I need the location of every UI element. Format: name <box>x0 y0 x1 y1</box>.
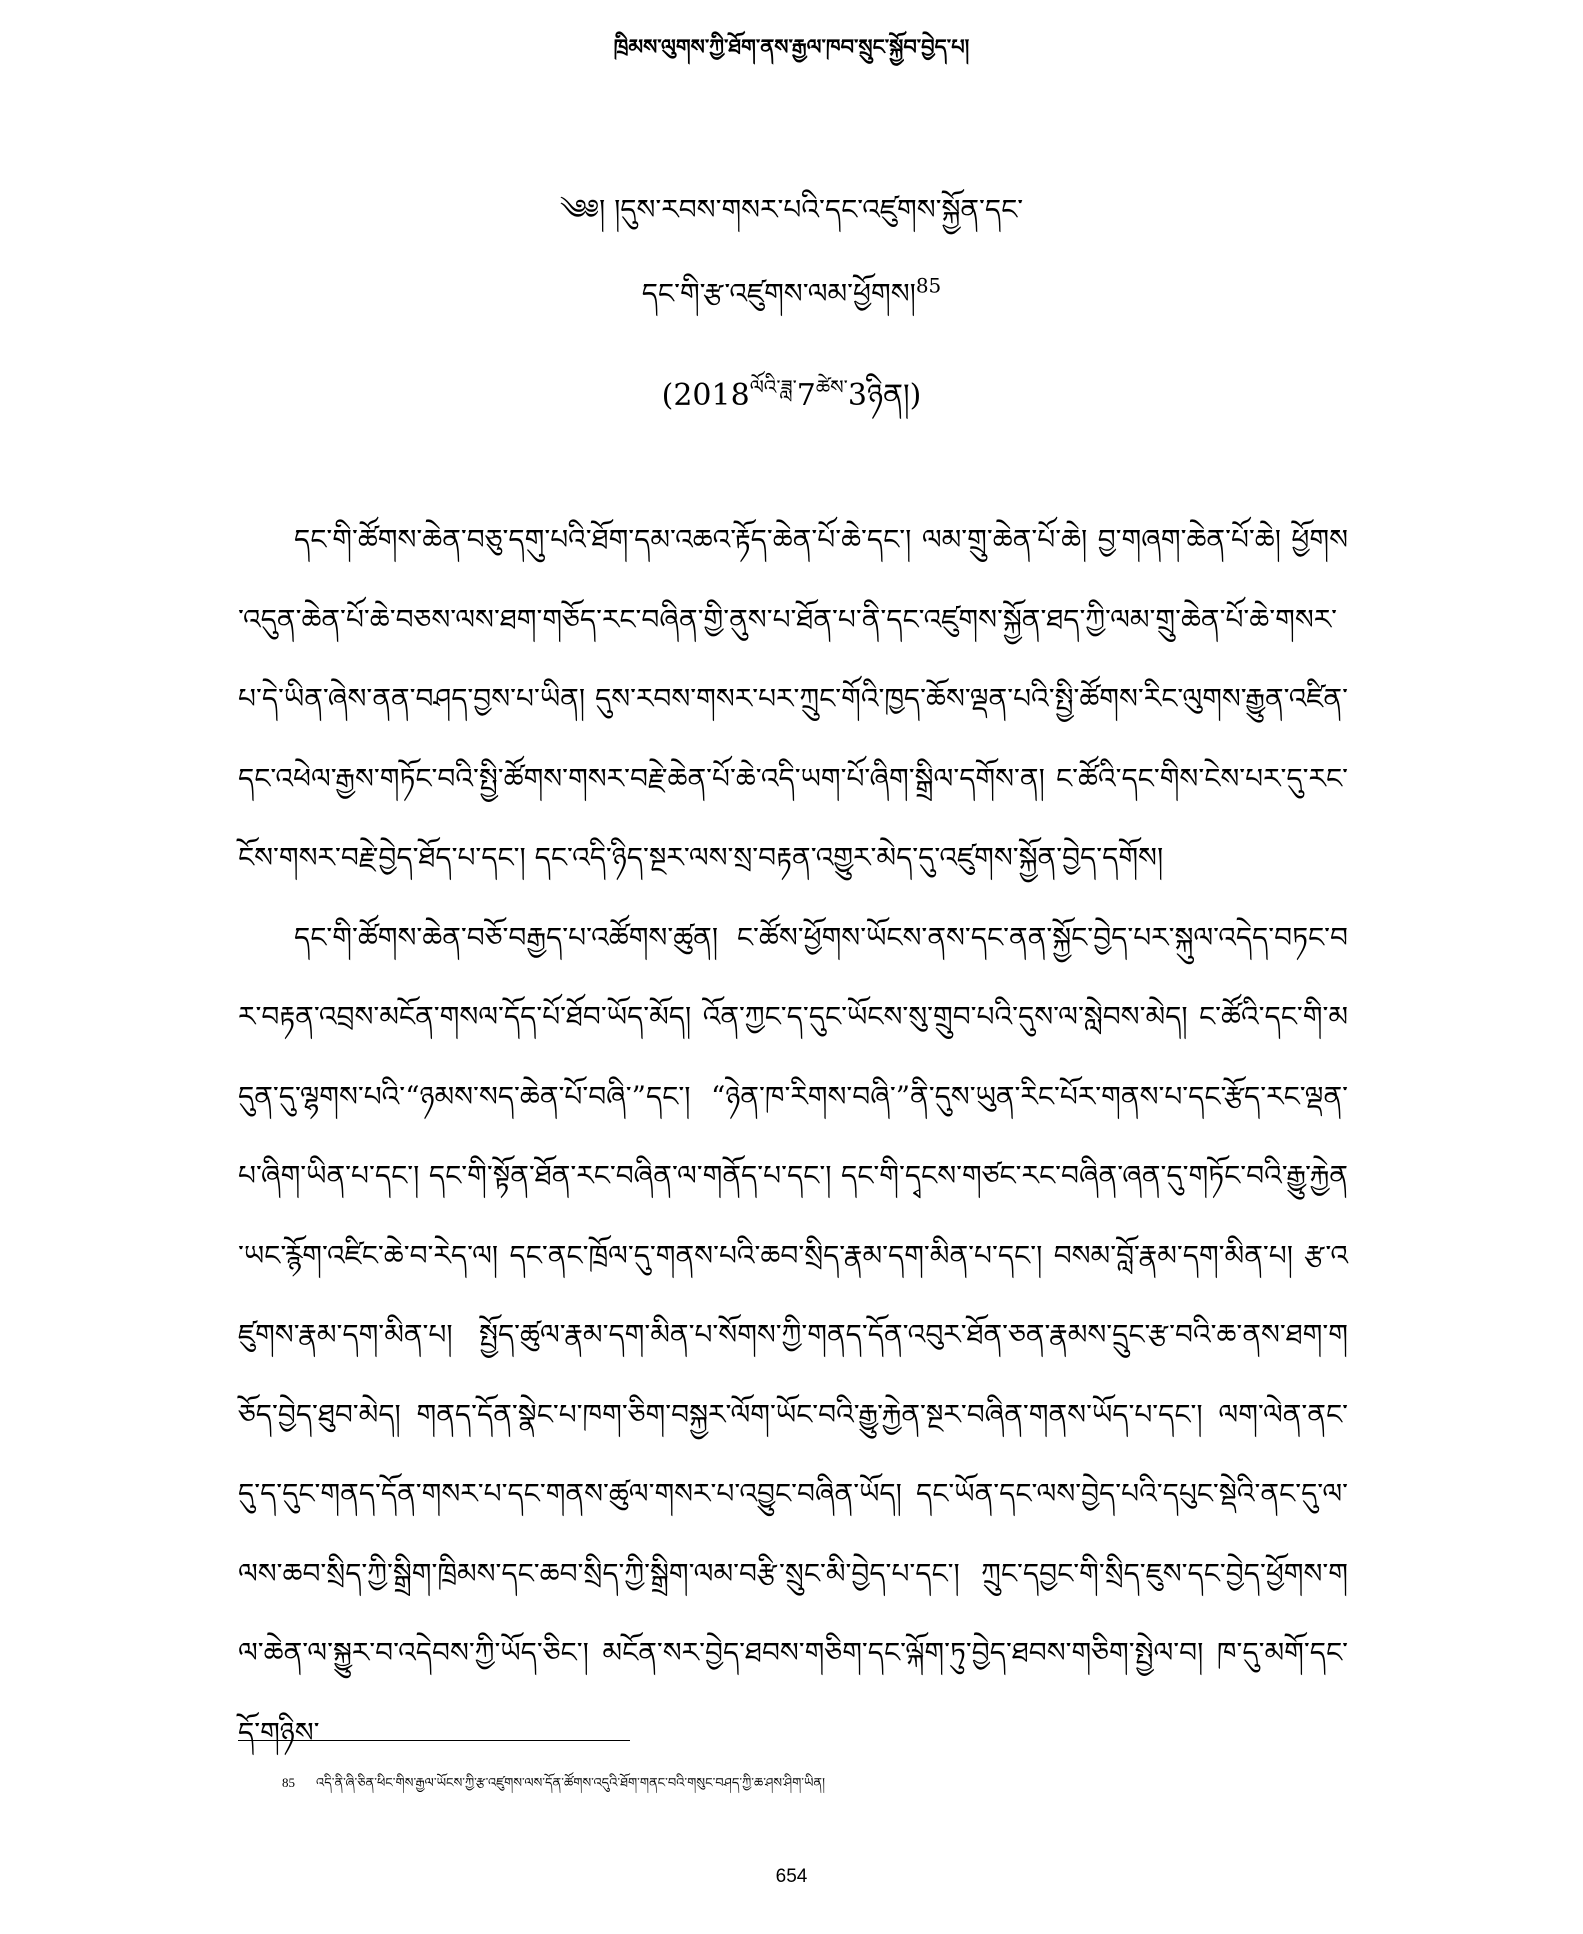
date-close-paren: ) <box>909 378 922 413</box>
date-day-suffix: ཉིན། <box>866 378 910 413</box>
date-day: 3 <box>847 378 867 413</box>
footnote-reference[interactable]: 85 <box>915 273 942 298</box>
footnote <box>282 1768 1342 1805</box>
page-number: 654 <box>775 1866 808 1887</box>
footnote-separator <box>238 1740 630 1741</box>
date-line <box>0 362 1583 446</box>
date-month-suffix: ཚེས་ <box>815 375 848 399</box>
footnote-text: འདི་ནི་ཞི་ཅིན་ཕིང་གིས་རྒྱལ་ཡོངས་ཀྱི་རྩ་འཛུགས་ལས་དོན་ཚོགས་འདུའི་ཐོག་གནང་བའི་གསུང་བཤད་ཀྱི་ཆ་ཤས་ཤིག་ཡིན། <box>316 1776 825 1791</box>
date-year-suffix: ལོའི་ཟླ་ <box>749 375 797 399</box>
paragraph-1: དང་གི་ཚོགས་ཆེན་བཅུ་དགུ་པའི་ཐོག་དམ་འཆའ་རྟོད་ཆེན་པོ་ཆེ་དང་། ལམ་གྲུ་ཆེན་པོ་ཆེ། བྱ་གཞག་ཆེན་པོ་ཆེ། ཕྱོགས་འདུན་ཆེན་པོ་ཆེ་བཅས་ལས་ཐག་གཅོད་རང་བཞིན་གྱི་ནུས་པ་ཐོན་པ་ནི་དང་འཛུགས་སྐྱོན་ཐད་ཀྱི་ལམ་གྲུ་ཆེན་པོ་ཆེ་གསར་པ་དེ་ཡིན་ཞེས་ནན་བཤད་བྱས་པ་ཡིན། དུས་རབས་གསར་པར་ཀྲུང་གོའི་ཁྱད་ཆོས་ལྡན་པའི་སྤྱི་ཚོགས་རིང་ལུགས་རྒྱུན་འཛིན་དང་འཕེལ་རྒྱས་གཏོང་བའི་སྤྱི་ཚོགས་གསར་བརྗེ་ཆེན་པོ་ཆེ་འདི་ཡག་པོ་ཞིག་སྒྲིལ་དགོས་ན། ང་ཚོའི་དང་གིས་ངེས་པར་དུ་རང་ངོས་གསར་བརྗེ་བྱེད་ཐོད་པ་དང་། དང་འདི་ཉིད་སྔར་ལས་སྲ་བརྟན་འགྱུར་མེད་དུ་འཛུགས་སྐྱོན་བྱེད་དགོས། <box>238 523 1348 874</box>
paragraph-2: དང་གི་ཚོགས་ཆེན་བཅོ་བརྒྱད་པ་འཚོགས་ཚུན། ང་ཚོས་ཕྱོགས་ཡོངས་ནས་དང་ནན་སྐྱོང་བྱེད་པར་སྐུལ་འདེད་བཏང་བར་བརྟན་འབྲས་མངོན་གསལ་དོད་པོ་ཐོབ་ཡོད་མོད། འོན་ཀྱང་ད་དུང་ཡོངས་སུ་གྲུབ་པའི་དུས་ལ་སླེབས་མེད། ང་ཚོའི་དང་གི་མདུན་དུ་ལྷགས་པའི་“ཉམས་སད་ཆེན་པོ་བཞི་”དང་། “ཉེན་ཁ་རིགས་བཞི་”ནི་དུས་ཡུན་རིང་པོར་གནས་པ་དང་རྩོད་རང་ལྡན་པ་ཞིག་ཡིན་པ་དང་། དང་གི་སྟོན་ཐོན་རང་བཞིན་ལ་གནོད་པ་དང་། དང་གི་དྭངས་གཙང་རང་བཞིན་ཞན་དུ་གཏོང་བའི་རྒྱུ་རྐྱེན་ཡང་རྙོག་འཛིང་ཆེ་བ་རེད་ལ། དང་ནང་ཁྲོལ་དུ་གནས་པའི་ཆབ་སྲིད་རྣམ་དག་མིན་པ་དང་། བསམ་བློ་རྣམ་དག་མིན་པ། རྩ་འཛུགས་རྣམ་དག་མིན་པ། སྤྱོད་ཚུལ་རྣམ་དག་མིན་པ་སོགས་ཀྱི་གནད་དོན་འབུར་ཐོན་ཅན་རྣམས་དྲུང་རྩ་བའི་ཆ་ནས་ཐག་གཅོད་བྱེད་ཐུབ་མེད། གནད་དོན་སྣེང་པ་ཁག་ཅིག་བསྐྱར་ལོག་ཡོང་བའི་རྒྱུ་རྐྱེན་སྔར་བཞིན་གནས་ཡོད་པ་དང་། ལག་ལེན་ནང་དུ་ད་དུང་གནད་དོན་གསར་པ་དང་གནས་ཚུལ་གསར་པ་འབྱུང་བཞིན་ཡོད། དང་ཡོན་དང་ལས་བྱེད་པའི་དཔུང་སྡེའི་ནང་དུ་ལ་ལས་ཆབ་སྲིད་ཀྱི་སྒྲིག་ཁྲིམས་དང་ཆབ་སྲིད་ཀྱི་སྒྲིག་ལམ་བརྩི་སྲུང་མི་བྱེད་པ་དང་། ཀྲུང་དབྱང་གི་སྲིད་ཇུས་དང་བྱེད་ཕྱོགས་གལ་ཆེན་ལ་སྐྱུར་བ་འདེབས་ཀྱི་ཡོད་ཅིང་། མངོན་སར་བྱེད་ཐབས་གཅིག་དང་ལྐོག་ཏུ་བྱེད་ཐབས་གཅིག་སྤྱེལ་བ། ཁ་དུ་མགོ་དང་དོ་གཉིས་ <box>238 920 1348 1749</box>
running-head: ཁྲིམས་ལུགས་ཀྱི་ཐོག་ནས་རྒྱལ་ཁབ་སྲུང་སྐྱོབ་བྱེད་པ། <box>613 34 970 59</box>
date-year: 2018 <box>673 378 750 413</box>
footnote-number: 85 <box>282 1775 295 1790</box>
title-line-1: ༄༅། །དུས་རབས་གསར་པའི་དང་འཛུགས་སྐྱོན་དང་ <box>559 193 1024 226</box>
date-month: 7 <box>796 378 816 413</box>
date-open-paren: ( <box>661 378 674 413</box>
title-line-2 <box>0 262 1583 341</box>
body-text <box>238 500 1348 1772</box>
title-text: དང་གི་རྩ་འཛུགས་ལམ་ཕྱོགས། <box>641 277 916 310</box>
